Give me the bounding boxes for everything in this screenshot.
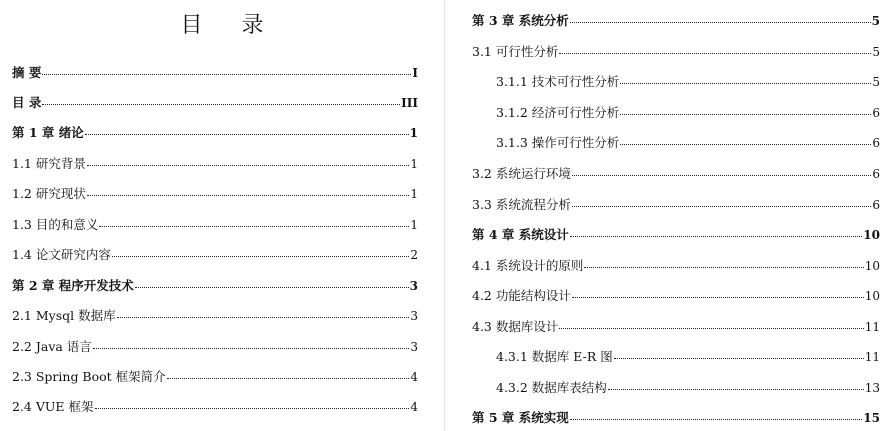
toc-entry-page: 1 — [409, 126, 418, 140]
toc-entry-label: 3.1.3 操作可行性分析 — [496, 135, 620, 150]
toc-entry-page: 3 — [410, 340, 418, 354]
toc-entry-label: 2.4 VUE 框架 — [12, 399, 94, 414]
toc-entry-label: 第 5 章 系统实现 — [472, 410, 569, 425]
toc-entry-1-3 — [12, 216, 418, 234]
toc-entry-page: III — [401, 96, 418, 110]
toc-entry-label: 4.3 数据库设计 — [472, 319, 559, 334]
toc-entry-label: 2.1 Mysql 数据库 — [12, 308, 116, 323]
toc-entry-page: 3 — [409, 279, 418, 293]
dot-leader — [620, 144, 871, 145]
dot-leader — [117, 317, 410, 318]
toc-entry-label: 3.3 系统流程分析 — [472, 197, 571, 212]
toc-entry-label: 4.3.2 数据库表结构 — [496, 380, 607, 395]
toc-entry-page: 4 — [410, 400, 418, 414]
dot-leader — [584, 267, 863, 268]
toc-entry-page: 1 — [410, 187, 418, 201]
toc-entry-page: 11 — [864, 350, 880, 364]
toc-entry-page: 5 — [872, 45, 880, 59]
dot-leader — [42, 74, 411, 75]
dot-leader — [570, 22, 871, 23]
dot-leader — [620, 114, 871, 115]
toc-entry-label: 2.3 Spring Boot 框架简介 — [12, 369, 166, 384]
toc-entry-page: 1 — [410, 157, 418, 171]
toc-entry-3-1-2 — [496, 104, 880, 122]
toc-entry-label: 1.3 目的和意义 — [12, 217, 99, 232]
dot-leader — [572, 175, 872, 176]
toc-entry-3-1-1 — [496, 73, 880, 91]
dot-leader — [87, 195, 410, 196]
toc-entry-label: 4.3.1 数据库 E-R 图 — [496, 349, 613, 364]
toc-entry-chapter-2 — [12, 277, 418, 295]
toc-entry-label: 1.1 研究背景 — [12, 156, 86, 171]
toc-entry-2-3 — [12, 368, 418, 386]
toc-entry-page: 15 — [863, 411, 880, 425]
toc-entry-contents — [12, 94, 418, 112]
dot-leader — [95, 408, 410, 409]
toc-entry-page: 3 — [410, 309, 418, 323]
dot-leader — [572, 206, 872, 207]
dot-leader — [99, 226, 409, 227]
toc-entry-label: 第 2 章 程序开发技术 — [12, 278, 134, 293]
toc-entry-4-3 — [472, 318, 880, 336]
toc-entry-label: 3.1.2 经济可行性分析 — [496, 105, 620, 120]
toc-entry-3-1 — [472, 43, 880, 61]
toc-entry-page: 6 — [872, 198, 880, 212]
dot-leader — [135, 287, 409, 288]
toc-entry-1-4 — [12, 246, 418, 264]
toc-entry-label: 1.2 研究现状 — [12, 186, 86, 201]
toc-entry-page: 10 — [864, 259, 880, 273]
toc-entry-page: 2 — [410, 248, 418, 262]
dot-leader — [608, 389, 864, 390]
dot-leader — [572, 297, 864, 298]
toc-entry-1-1 — [12, 155, 418, 173]
dot-leader — [42, 104, 400, 105]
toc-entry-page: 6 — [872, 167, 880, 181]
toc-entry-1-2 — [12, 185, 418, 203]
toc-entry-page: 5 — [871, 14, 880, 28]
toc-entry-4-3-1 — [496, 348, 880, 366]
toc-entry-page: 10 — [863, 228, 880, 242]
toc-entry-chapter-1 — [12, 124, 418, 142]
dot-leader — [570, 236, 863, 237]
toc-entry-label: 第 1 章 绪论 — [12, 125, 84, 140]
toc-entry-page: 6 — [872, 106, 880, 120]
dot-leader — [614, 358, 864, 359]
toc-entry-page: 10 — [864, 289, 880, 303]
page-divider — [444, 0, 445, 431]
toc-entry-abstract — [12, 64, 418, 82]
toc-entry-chapter-3 — [472, 12, 880, 30]
toc-entry-label: 2.2 Java 语言 — [12, 339, 92, 354]
toc-entry-chapter-5 — [472, 409, 880, 427]
toc-entry-3-1-3 — [496, 134, 880, 152]
toc-entry-label: 4.2 功能结构设计 — [472, 288, 571, 303]
toc-entry-page: 5 — [872, 75, 880, 89]
toc-entry-4-2 — [472, 287, 880, 305]
dot-leader — [167, 378, 410, 379]
toc-entry-label: 3.1 可行性分析 — [472, 44, 559, 59]
toc-entry-label: 3.2 系统运行环境 — [472, 166, 571, 181]
toc-entry-2-1 — [12, 307, 418, 325]
toc-entry-page: 1 — [410, 218, 418, 232]
dot-leader — [570, 419, 863, 420]
toc-entry-chapter-4 — [472, 226, 880, 244]
toc-entry-page: 11 — [864, 320, 880, 334]
toc-entry-page: 6 — [872, 136, 880, 150]
toc-entry-label: 3.1.1 技术可行性分析 — [496, 74, 620, 89]
dot-leader — [93, 348, 410, 349]
toc-page-right — [446, 0, 888, 431]
dot-leader — [559, 53, 871, 54]
toc-title: 目 录 — [180, 13, 280, 38]
toc-entry-page: 4 — [410, 370, 418, 384]
toc-entry-4-1 — [472, 257, 880, 275]
toc-entry-2-2 — [12, 338, 418, 356]
toc-entry-label: 第 4 章 系统设计 — [472, 227, 569, 242]
dot-leader — [620, 83, 871, 84]
toc-entry-page: 13 — [864, 381, 880, 395]
toc-entry-2-4 — [12, 398, 418, 416]
dot-leader — [112, 256, 410, 257]
toc-entry-4-3-2 — [496, 379, 880, 397]
toc-entry-label: 目 录 — [12, 95, 42, 110]
toc-entry-3-3 — [472, 196, 880, 214]
toc-entry-page: I — [412, 66, 418, 80]
toc-entry-label: 第 3 章 系统分析 — [472, 13, 569, 28]
dot-leader — [559, 328, 863, 329]
toc-entry-label: 4.1 系统设计的原则 — [472, 258, 584, 273]
dot-leader — [87, 165, 410, 166]
toc-entry-label: 摘 要 — [12, 65, 42, 80]
dot-leader — [85, 134, 409, 135]
toc-entry-label: 1.4 论文研究内容 — [12, 247, 111, 262]
toc-entry-3-2 — [472, 165, 880, 183]
